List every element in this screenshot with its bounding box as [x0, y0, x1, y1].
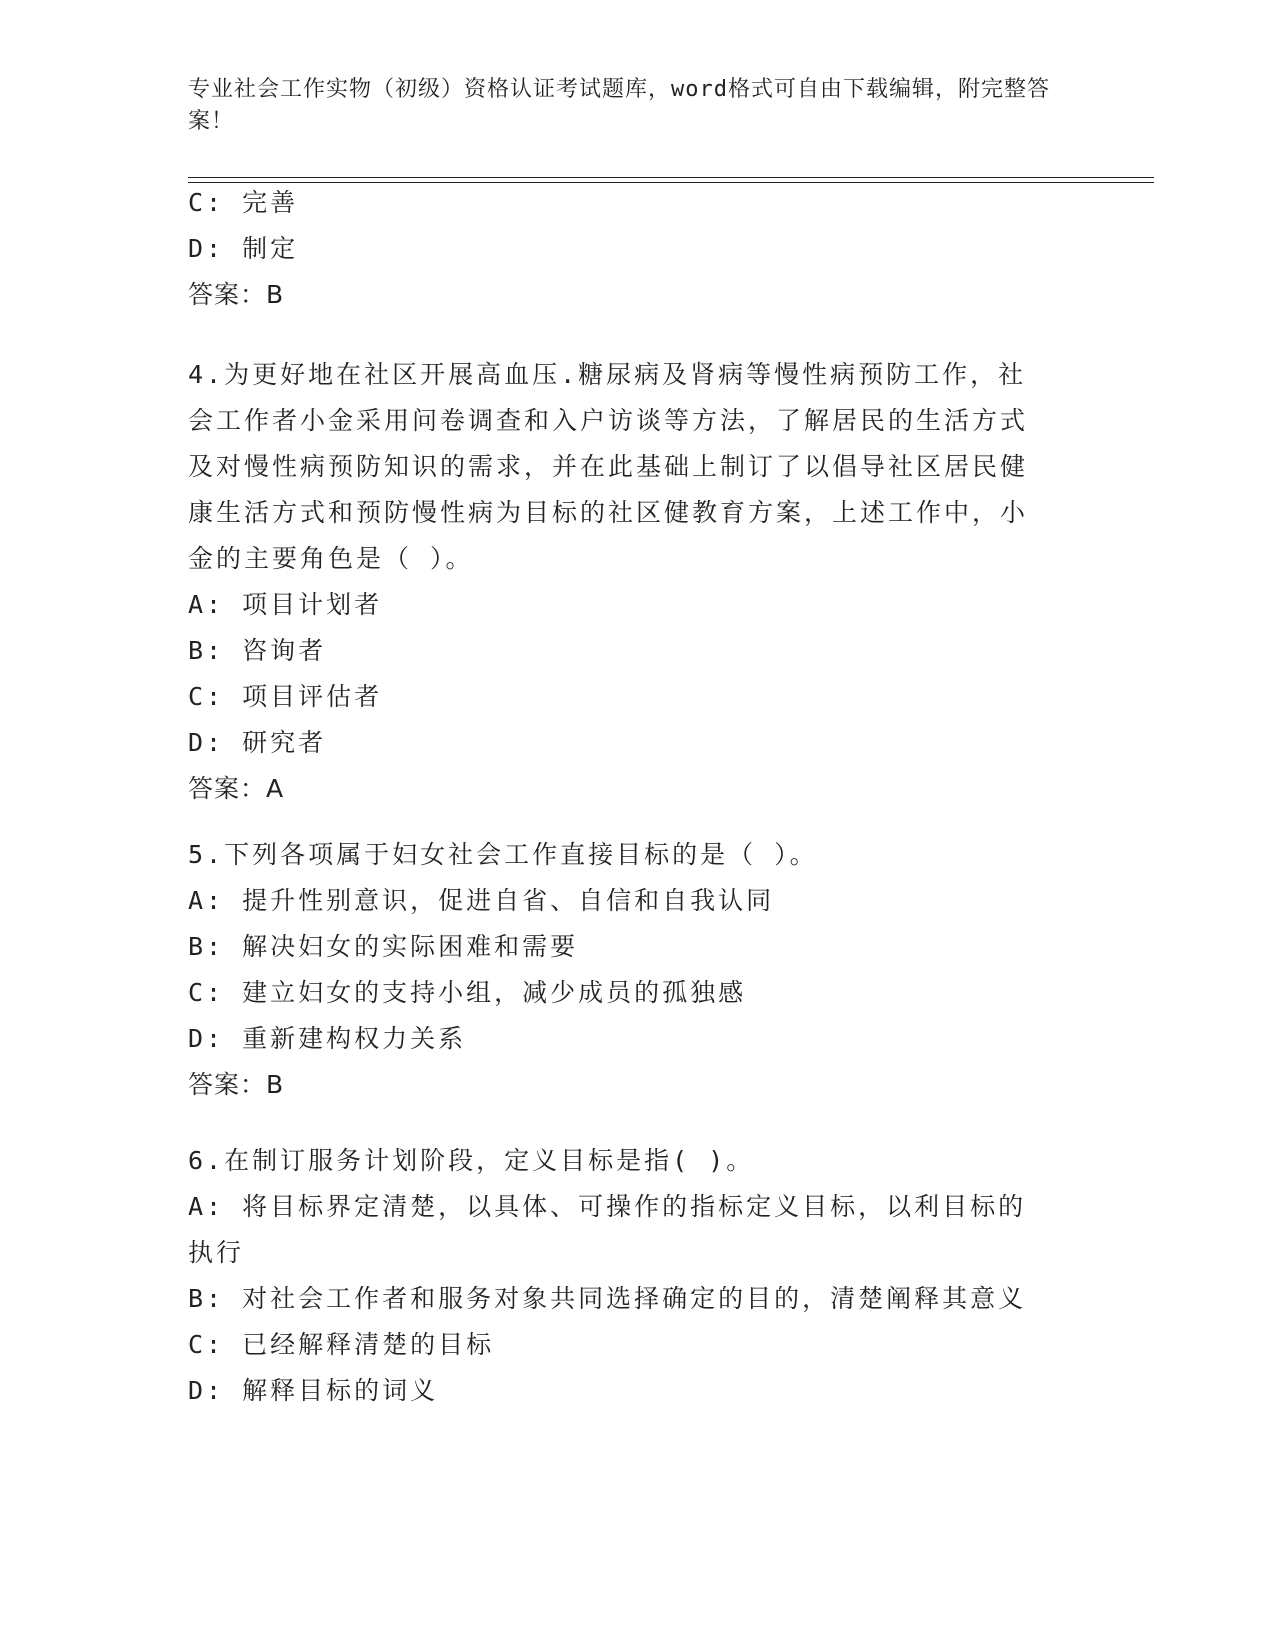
question-5-block	[188, 832, 1068, 1108]
header-rule-top	[188, 177, 1154, 178]
option-c: C: 完善	[188, 188, 299, 217]
answer-label: 答案：A	[188, 774, 285, 803]
option-b: B: 对社会工作者和服务对象共同选择确定的目的，清楚阐释其意义	[188, 1284, 1027, 1313]
answer-label: 答案：B	[188, 280, 285, 309]
option-a: A: 提升性别意识，促进自省、自信和自我认同	[188, 886, 775, 915]
page-header: 专业社会工作实物（初级）资格认证考试题库，word格式可自由下载编辑，附完整答案！	[188, 77, 1050, 134]
option-c: C: 建立妇女的支持小组，减少成员的孤独感	[188, 978, 747, 1007]
option-a: A: 将目标界定清楚，以具体、可操作的指标定义目标，以利目标的执行	[188, 1192, 1027, 1267]
option-b: B: 咨询者	[188, 636, 327, 665]
question-4-block	[188, 352, 1068, 812]
question-text: 5.下列各项属于妇女社会工作直接目标的是（ ）。	[188, 840, 818, 869]
option-d: D: 研究者	[188, 728, 327, 757]
option-d: D: 制定	[188, 234, 299, 263]
question-6-block	[188, 1138, 1068, 1414]
option-d: D: 解释目标的词义	[188, 1376, 439, 1405]
option-b: B: 解决妇女的实际困难和需要	[188, 932, 579, 961]
option-d: D: 重新建构权力关系	[188, 1024, 467, 1053]
question-text: 6.在制订服务计划阶段，定义目标是指( )。	[188, 1146, 755, 1175]
option-a: A: 项目计划者	[188, 590, 383, 619]
option-c: C: 已经解释清楚的目标	[188, 1330, 495, 1359]
answer-label: 答案：B	[188, 1070, 285, 1099]
question-text: 4.为更好地在社区开展高血压.糖尿病及肾病等慢性病预防工作，社会工作者小金采用问卷调查和入户访谈等方法，了解居民的生活方式及对慢性病预防知识的需求，并在此基础上制订了以倡导社区居民健康生活方式和预防慢性病为目标的社区健教育方案，上述工作中，小金的主要角色是（ ）。	[188, 360, 1029, 573]
question-3-block	[188, 180, 1068, 318]
option-c: C: 项目评估者	[188, 682, 383, 711]
